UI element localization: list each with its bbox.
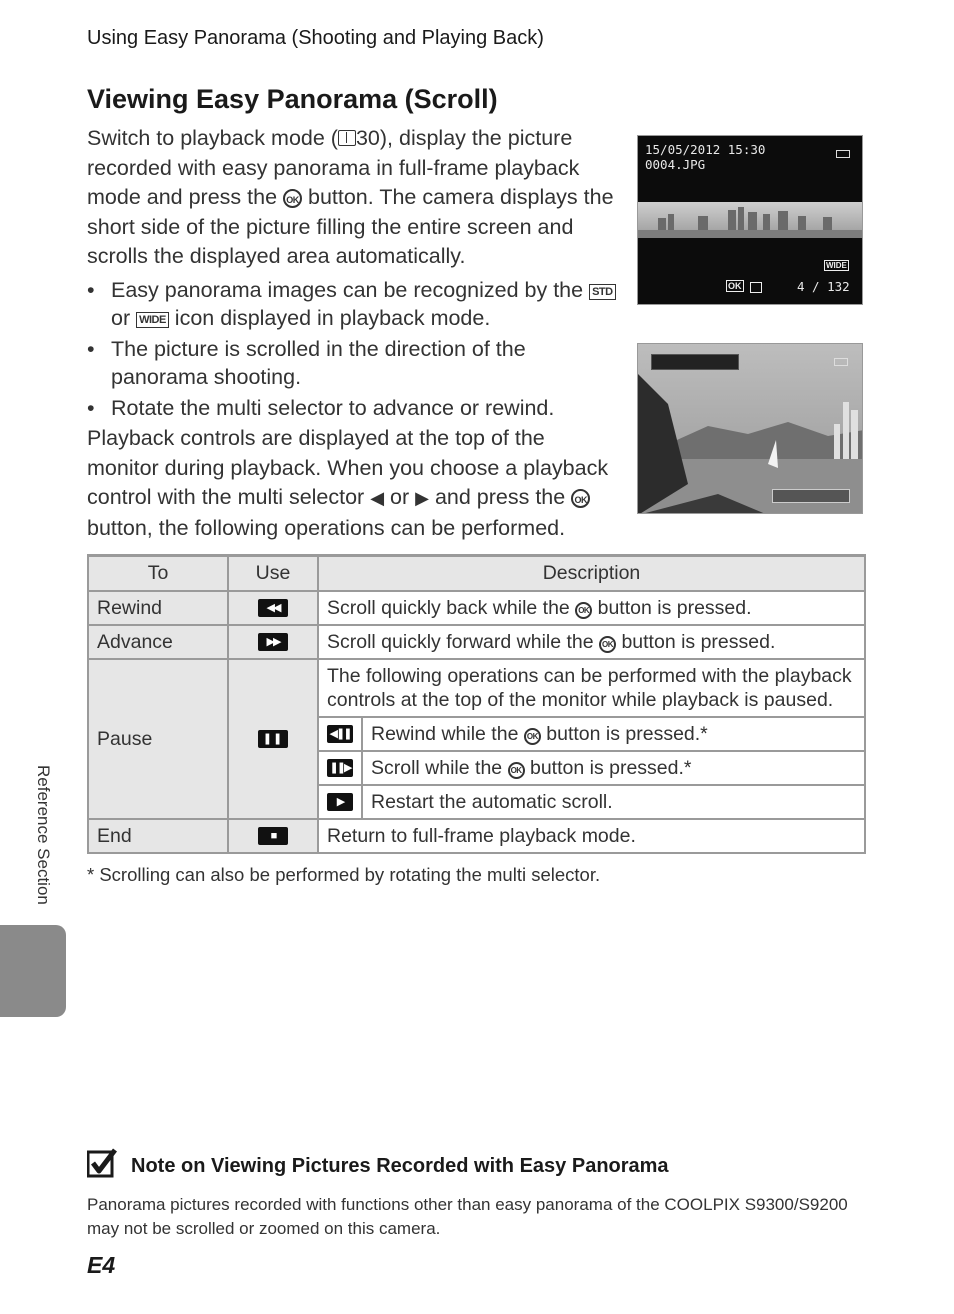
intro-text: Switch to playback mode ( [87,126,338,150]
header-use: Use [228,556,318,592]
table-row [88,659,865,717]
table-row [88,819,865,853]
row-control [228,819,318,853]
wide-panorama-icon: WIDE [826,261,847,270]
full-frame-playback-screen [637,135,863,305]
step-forward-icon: ❚❚▶ [327,759,353,777]
bullet-text: The picture is scrolled in the direction of the panorama shooting. [111,337,526,389]
header-to: To [88,556,228,592]
frame-counter: 4 / 132 [797,279,850,294]
ok-button-icon: OK [283,189,302,208]
description-text: button is pressed. [616,630,776,653]
left-arrow-icon: ◀ [370,488,385,508]
page-number: E4 [87,1252,116,1278]
description-text: Scroll quickly forward while the [327,630,600,653]
bullet-list [87,276,622,425]
section-side-label: Reference Section [34,765,53,905]
pause-icon: ❚❚ [258,730,288,748]
playback-controls-paragraph [87,424,622,543]
description-text: button is pressed. [592,596,752,619]
row-label: Pause [88,659,228,819]
row-description [362,717,865,751]
std-panorama-icon: STD [589,284,616,300]
note-body: Panorama pictures recorded with functions other than easy panorama of the COOLPIX S9300/S9200 may not be scrolled or zoomed on this camera. [87,1195,848,1238]
paragraph-text: and press the [428,485,572,509]
description-text: Scroll while the [371,756,508,779]
row-description [318,591,865,625]
intro-text: ), display the picture recorded with easy panorama in full-frame playback mode and press the [87,126,580,209]
bullet-text: icon displayed in playback mode. [168,306,491,330]
bullet-text: Rotate the multi selector to advance or rewind. [111,396,555,420]
footnote: * Scrolling can also be performed by rotating the multi selector. [87,864,601,885]
ok-button-icon: OK [571,489,590,508]
header-description: Description [318,556,865,592]
wide-panorama-icon: WIDE [136,312,169,328]
bullet-item [87,335,622,391]
bullet-item [87,394,622,422]
intro-paragraph [87,124,622,272]
ok-button-icon: OK [524,728,541,745]
row-control [228,591,318,625]
sub-control [318,717,362,751]
sub-control [318,751,362,785]
bullet-text: Easy panorama images can be recognized by the [111,278,590,302]
paragraph-text: button, the following operations can be performed. [87,515,566,540]
playback-operations-table [87,554,866,854]
battery-icon [834,358,848,366]
play-icon [750,282,762,293]
row-label: End [88,819,228,853]
scroll-playback-screen [637,343,863,514]
ok-button-icon: OK [599,636,616,653]
battery-icon [836,150,850,158]
file-name-readout: 0004.JPG [645,157,706,172]
row-description: Restart the automatic scroll. [362,785,865,819]
table-row [88,625,865,659]
description-text: Scroll quickly back while the [327,596,576,619]
description-text: button is pressed.* [524,756,692,779]
row-description: Return to full-frame playback mode. [318,819,865,853]
row-control [228,625,318,659]
playback-control-bar [651,354,739,370]
book-reference-icon [338,130,356,146]
rewind-icon: ◀◀ [258,599,288,617]
date-time-readout: 15/05/2012 15:30 [645,142,766,157]
ok-button-icon: OK [508,762,525,779]
section-thumb-tab [0,925,66,1017]
panorama-thumbnail [638,202,863,238]
sub-control [318,785,362,819]
stop-icon: ■ [258,827,288,845]
row-control [228,659,318,819]
intro-text: button. The camera displays the short side of the picture filling the entire screen and scrolls the displayed area automatically. [87,185,614,268]
page-reference: 30 [355,126,380,150]
bullet-text: or [111,306,137,330]
table-row [88,591,865,625]
ok-button-icon: OK [728,281,742,291]
note-check-icon [87,1148,117,1178]
step-back-icon: ◀❚❚ [327,725,353,743]
row-label: Advance [88,625,228,659]
fast-forward-icon: ▶▶ [258,633,288,651]
running-header: Using Easy Panorama (Shooting and Playing Back) [87,27,544,49]
paragraph-text: or [384,485,416,509]
row-description [318,625,865,659]
scroll-position-bar [772,489,850,503]
ok-button-icon: OK [575,602,592,619]
bullet-item [87,276,622,332]
description-text: button is pressed.* [540,722,708,745]
paragraph-text: Playback controls are displayed at the top of the monitor during playback. When you choose a playback control with the multi selector [87,426,609,509]
note-title: Note on Viewing Pictures Recorded with Easy Panorama [131,1155,669,1177]
description-text: Rewind while the [371,722,524,745]
page-title: Viewing Easy Panorama (Scroll) [87,84,498,114]
play-icon: ▶ [327,793,353,811]
right-arrow-icon: ▶ [415,488,429,508]
row-description [362,751,865,785]
row-label: Rewind [88,591,228,625]
row-description: The following operations can be performed with the playback controls at the top of the monitor while playback is paused. [318,659,865,717]
